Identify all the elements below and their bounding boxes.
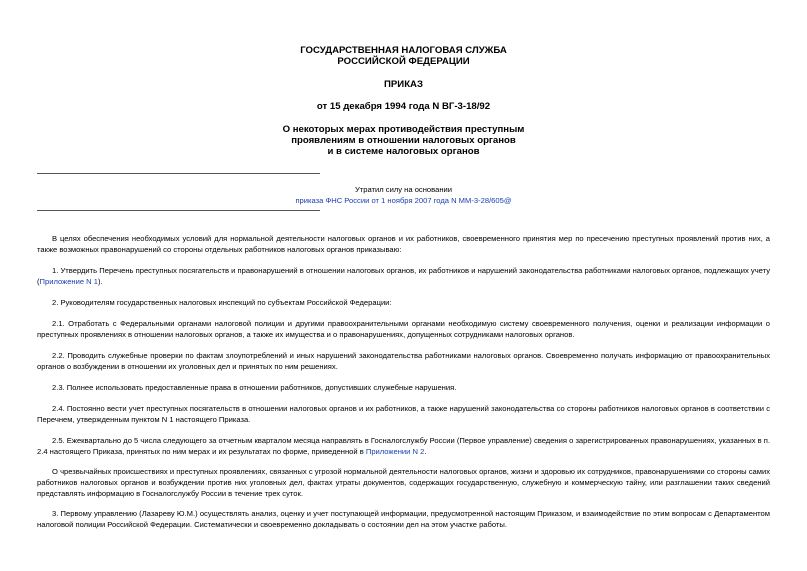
document-type: ПРИКАЗ <box>384 79 423 90</box>
paragraph-1-end: ). <box>98 277 103 286</box>
document-title-line-1: О некоторых мерах противодействия преступным <box>282 124 525 135</box>
document-title-line-2: проявлениям в отношении налоговых органов <box>291 135 516 146</box>
paragraph-2-3: 2.3. Полнее использовать предоставленные права в отношении работников, допустивших служебные нарушения. <box>52 383 457 392</box>
intro-paragraph: В целях обеспечения необходимых условий для нормальной деятельности налоговых органов и их работников, своевременного принятия мер по пресечению преступных проявлений против них, а также возможных правонарушений со стороны отдельных работников налоговых органов приказываю: <box>37 234 770 254</box>
paragraph-2-5-text: 2.5. Ежеквартально до 5 числа следующего за отчетным кварталом месяца направлять в Госналогслужбу России (Первое управление) сведения о зарегистрированных правонарушениях, указанных в п. 2.4 настоящего Приказа, принятых по ним мерах и их результатах по форме, приведенной в <box>37 436 770 456</box>
paragraph-1 <box>37 265 770 287</box>
paragraph-2-5-end: . <box>424 447 427 456</box>
paragraph-2-4: 2.4. Постоянно вести учет преступных посягательств в отношении налоговых органов и их работников, а также нарушений законодательства со стороны работников налоговых органов в соответствии с Перечнем, утвержденным пунктом N 1 настоящего Приказа. <box>37 404 770 424</box>
emergency-paragraph: О чрезвычайных происшествиях и преступных проявлениях, связанных с угрозой нормальной деятельности налоговых органов, жизни и здоровью их сотрудников, правонарушениями со стороны самих работников налоговых органов и возбуждении против них уголовных дел, фактах утраты документов, содержащих государственную, служебную и коммерческую тайну, или разглашении таких сведений представлять информацию в Госналогслужбу России в течение трех суток. <box>37 467 770 498</box>
status-note-text: Утратил силу на основании <box>354 185 453 194</box>
appendix-2-link[interactable]: Приложении N 2 <box>365 447 425 456</box>
paragraph-2-1: 2.1. Отработать с Федеральными органами налоговой полиции и другими правоохранительными органами необходимую систему своевременного получения, оценки и реализации информации о преступных проявлениях в отношении налоговых органов, а также их имущества и о правонарушениях, допущенных сотрудниками налоговых органов. <box>37 319 770 339</box>
divider-top <box>37 173 320 174</box>
paragraph-2-5 <box>37 435 770 457</box>
paragraph-1-text: 1. Утвердить Перечень преступных посягательств и правонарушений в отношении налоговых органов, их работников и нарушений законодательства работниками налоговых органов, подлежащих учету ( <box>37 266 770 286</box>
document-date-number: от 15 декабря 1994 года N ВГ-3-18/92 <box>316 101 491 112</box>
paragraph-3: 3. Первому управлению (Лазареву Ю.М.) осуществлять анализ, оценку и учет поступающей информации, предусмотренной настоящим Приказом, и взаимодействие по этим вопросам с Департаментом налоговой полиции Российской Федерации. Систематически и своевременно докладывать о состоянии дел на этом участке работы. <box>37 509 770 529</box>
issuer-line-1: ГОСУДАРСТВЕННАЯ НАЛОГОВАЯ СЛУЖБА <box>300 45 507 56</box>
repeal-order-link[interactable]: приказа ФНС России от 1 ноября 2007 года N ММ-3-28/605@ <box>295 196 512 205</box>
status-note-link-line <box>0 195 807 206</box>
paragraph-2: 2. Руководителям государственных налоговых инспекций по субъектам Российской Федерации: <box>52 298 392 307</box>
issuer-line-2: РОССИЙСКОЙ ФЕДЕРАЦИИ <box>337 56 470 67</box>
divider-bottom <box>37 210 320 211</box>
document-title-line-3: и в системе налоговых органов <box>327 146 480 157</box>
appendix-1-link[interactable]: Приложение N 1 <box>39 277 98 286</box>
paragraph-2-2: 2.2. Проводить служебные проверки по фактам злоупотреблений и иных нарушений законодательства работниками налоговых органов. Своевременно получать информацию от правоохранительных органов о возбуждении в отношении их уголовных дел и принятых по ним решениях. <box>37 351 770 371</box>
